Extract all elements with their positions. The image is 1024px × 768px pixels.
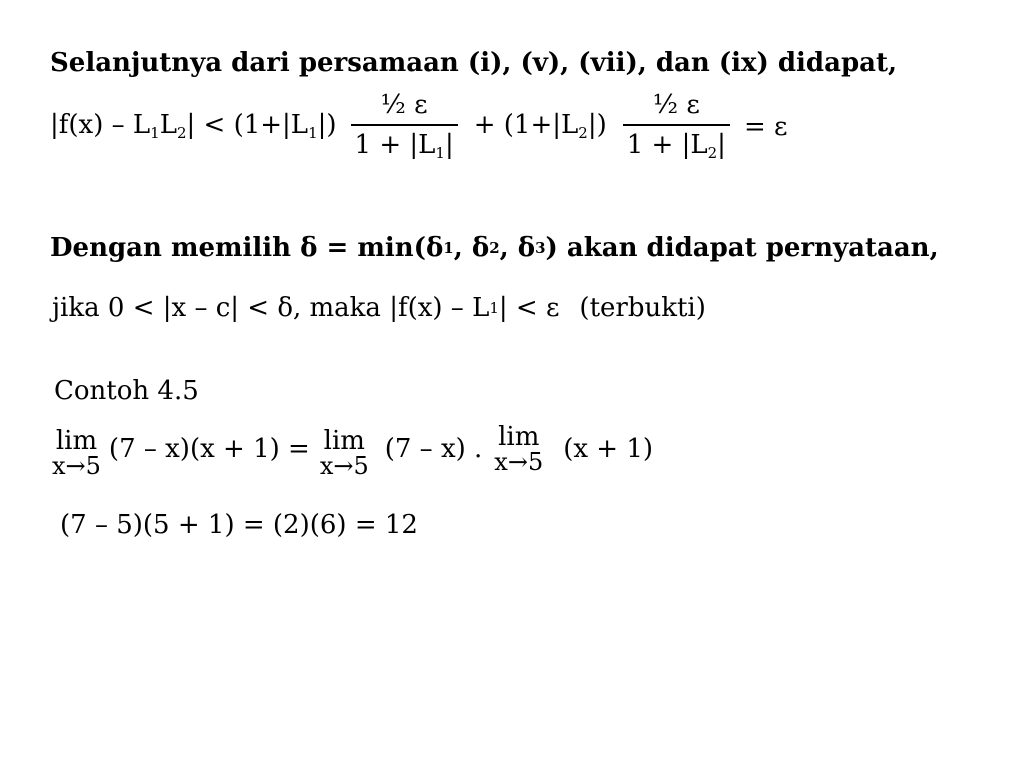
fraction-1-numerator: ½ ε (380, 90, 428, 120)
ineq-left: $|f(x) - L_1L_2| < (1+|L_1|)$ (50, 110, 337, 142)
ineq-middle: + $(1+|L_2|)$ (473, 110, 607, 142)
fraction-2 (623, 92, 730, 161)
limit-3: lim x→5 (494, 422, 544, 476)
fraction-1-denominator: $1 + |L_1|$ (354, 130, 454, 162)
fraction-1 (351, 92, 458, 161)
ineq-equals: = ε (743, 111, 788, 142)
limit-expr-3: (x + 1) (563, 434, 654, 464)
intro-text: Selanjutnya dari persamaan (i), (v), (vii), dan (ix) didapat, (50, 48, 898, 78)
fraction-2-denominator: $1 + |L_2|$ (626, 130, 726, 162)
result: (7 – 5)(5 + 1) = (2)(6) = 12 (60, 510, 418, 540)
example-title: Contoh 4.5 (54, 376, 199, 406)
limit-expr-1: (7 – x)(x + 1) = (108, 434, 310, 464)
conclusion: jika 0 < |x – c| < δ, maka |f(x) – L 1 | < ε (terbukti) (52, 293, 706, 323)
inequality (50, 92, 787, 161)
limit-expr-2: (7 – x) . (384, 434, 483, 464)
limit-1: lim x→5 (52, 426, 101, 480)
fraction-2-numerator: ½ ε (652, 90, 700, 120)
choose-delta: Dengan memilih δ = min(δ 1 , δ 2 , δ 3 ) akan didapat pernyataan, (50, 233, 939, 263)
limit-2: lim x→5 (319, 426, 369, 480)
limit-equation (52, 422, 654, 480)
